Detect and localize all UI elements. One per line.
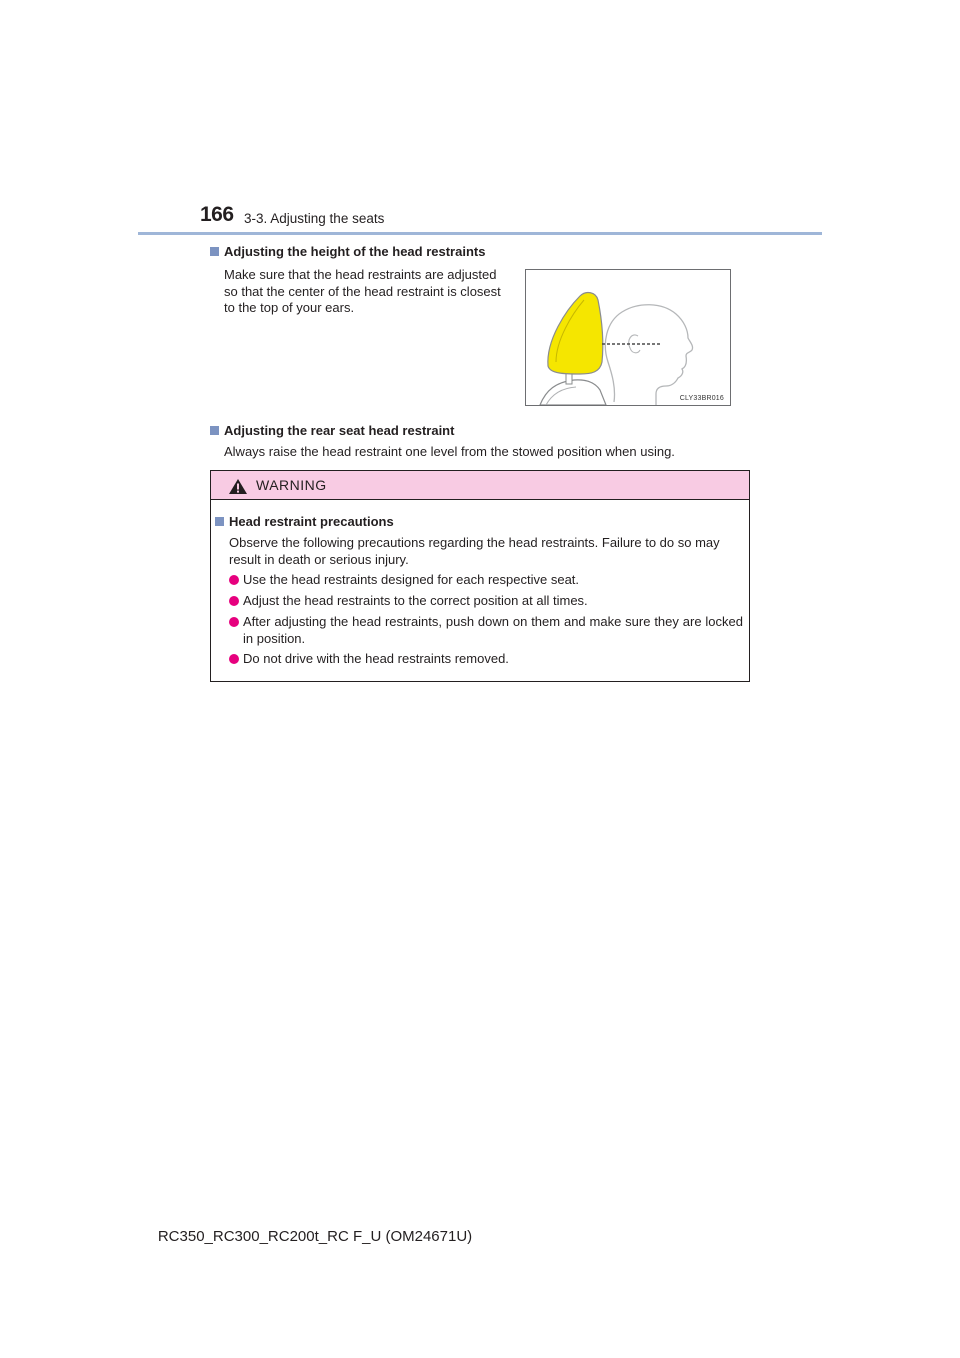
warning-bullet <box>229 593 743 610</box>
body-line: so that the center of the head restraint is closest <box>224 283 501 299</box>
bullet-dot-icon <box>229 617 239 627</box>
warning-bullet-text: Adjust the head restraints to the correct position at all times. <box>243 593 588 608</box>
head-restraint-figure <box>525 269 731 406</box>
figure-code: CLY33BR016 <box>679 395 724 402</box>
footer <box>0 1228 960 1245</box>
body-line: Make sure that the head restraints are adjusted <box>224 267 497 282</box>
warning-bullet <box>229 572 743 589</box>
warning-intro <box>229 535 720 568</box>
section-heading-height <box>210 244 485 259</box>
warning-heading <box>215 514 394 529</box>
warning-bullet <box>229 614 743 647</box>
page-number: 166 <box>200 203 234 226</box>
warning-bullet-text: Use the head restraints designed for each respective seat. <box>243 572 580 587</box>
square-bullet-icon <box>210 426 219 435</box>
bullet-dot-icon <box>229 654 239 664</box>
bullet-dot-icon <box>229 575 239 585</box>
square-bullet-icon <box>215 517 224 526</box>
head-restraint-illustration <box>526 270 730 405</box>
warning-bullet-text: After adjusting the head restraints, push down on them and make sure they are locked in position. <box>243 614 743 646</box>
footer-model-code: RC350_RC300_RC200t_RC F_U (OM24671U) <box>157 1228 473 1245</box>
warning-header <box>211 471 749 500</box>
section-body-rear: Always raise the head restraint one level from the stowed position when using. <box>224 444 675 459</box>
warning-label: WARNING <box>256 477 327 493</box>
warning-heading-text: Head restraint precautions <box>229 514 394 529</box>
section-heading-height-text: Adjusting the height of the head restraints <box>224 244 486 259</box>
warning-intro-line: Observe the following precautions regarding the head restraints. Failure to do so may <box>229 535 720 550</box>
section-heading-rear-text: Adjusting the rear seat head restraint <box>224 423 455 438</box>
body-line: to the top of your ears. <box>224 300 355 315</box>
warning-triangle-icon <box>228 478 248 495</box>
warning-intro-line: result in death or serious injury. <box>229 551 409 567</box>
bullet-dot-icon <box>229 596 239 606</box>
warning-box <box>210 470 750 682</box>
section-title: 3-3. Adjusting the seats <box>244 211 385 226</box>
warning-bullet-text: Do not drive with the head restraints removed. <box>243 651 509 666</box>
section-heading-rear <box>210 423 454 438</box>
header-rule <box>138 232 822 235</box>
warning-bullet <box>229 651 743 668</box>
square-bullet-icon <box>210 247 219 256</box>
section-body-height <box>224 267 501 317</box>
